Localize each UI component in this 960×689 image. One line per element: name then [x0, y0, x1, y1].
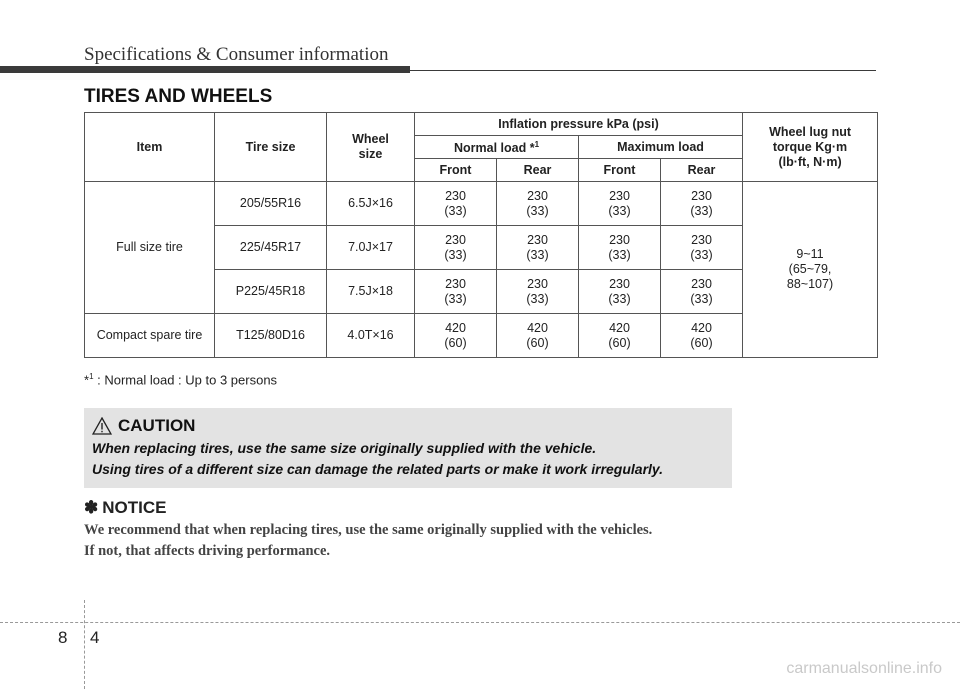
lug-torque-value — [743, 182, 878, 358]
pressure-kpa: 230 — [609, 232, 630, 247]
header-max-front: Front — [579, 159, 661, 182]
pressure-cell — [415, 226, 497, 270]
pressure-psi: (60) — [526, 335, 549, 350]
chapter-number: 8 — [58, 628, 68, 647]
header-inflation: Inflation pressure kPa (psi) — [415, 113, 743, 136]
wheel-size-cell: 4.0T×16 — [327, 314, 415, 358]
header-wheel-size-line2: size — [358, 147, 383, 161]
warning-triangle-icon — [92, 417, 112, 435]
lug-value-line1: 9~11 — [796, 247, 824, 261]
header-normal-load-sup: 1 — [534, 140, 540, 150]
footnote-mark: * — [84, 372, 90, 388]
pressure-kpa: 230 — [445, 188, 466, 203]
pressure-kpa: 420 — [445, 320, 466, 335]
pressure-kpa: 420 — [691, 320, 712, 335]
pressure-cell — [661, 182, 743, 226]
page-number-divider — [84, 600, 85, 689]
pressure-cell — [415, 270, 497, 314]
footnote-sup: 1 — [89, 372, 94, 381]
table-row — [85, 182, 878, 226]
pressure-cell — [497, 182, 579, 226]
pressure-kpa: 230 — [609, 276, 630, 291]
pressure-psi: (33) — [690, 247, 713, 262]
caution-header — [92, 416, 195, 436]
pressure-kpa: 230 — [691, 276, 712, 291]
notice-header — [84, 498, 166, 518]
pressure-kpa: 230 — [609, 188, 630, 203]
header-wheel-size-line1: Wheel — [352, 132, 389, 146]
pressure-kpa: 420 — [527, 320, 548, 335]
header-item: Item — [85, 113, 215, 182]
header-max-rear: Rear — [661, 159, 743, 182]
header-maximum-load: Maximum load — [579, 136, 743, 159]
pressure-kpa: 230 — [527, 232, 548, 247]
pressure-psi: (33) — [526, 247, 549, 262]
pressure-cell — [415, 314, 497, 358]
pressure-cell — [497, 226, 579, 270]
watermark: carmanualsonline.info — [786, 660, 942, 677]
pressure-psi: (33) — [690, 291, 713, 306]
pressure-cell — [579, 182, 661, 226]
section-title: TIRES AND WHEELS — [84, 86, 273, 107]
pressure-psi: (33) — [526, 291, 549, 306]
pressure-cell — [579, 314, 661, 358]
full-size-label: Full size tire — [85, 182, 215, 314]
pressure-kpa: 420 — [609, 320, 630, 335]
caution-line-2: Using tires of a different size can damage the related parts or make it work irregularly. — [92, 461, 664, 477]
header-lug-line3: (lb·ft, N·m) — [778, 154, 842, 169]
tire-size-cell: 205/55R16 — [215, 182, 327, 226]
pressure-kpa: 230 — [691, 232, 712, 247]
pressure-psi: (33) — [608, 203, 631, 218]
pressure-psi: (33) — [690, 203, 713, 218]
footnote — [84, 372, 277, 387]
tire-size-cell: P225/45R18 — [215, 270, 327, 314]
pressure-psi: (33) — [608, 291, 631, 306]
wheel-size-cell: 6.5J×16 — [327, 182, 415, 226]
pressure-cell — [661, 314, 743, 358]
footer-divider — [0, 622, 960, 623]
wheel-size-cell: 7.5J×18 — [327, 270, 415, 314]
header-tire-size: Tire size — [215, 113, 327, 182]
header-lug-line2: torque Kg·m — [772, 139, 848, 154]
pressure-cell — [579, 270, 661, 314]
pressure-kpa: 230 — [445, 232, 466, 247]
caution-box — [84, 408, 732, 488]
caution-title: CAUTION — [118, 416, 196, 435]
pressure-kpa: 230 — [445, 276, 466, 291]
notice-line-2: If not, that affects driving performance. — [84, 543, 331, 559]
pressure-cell — [661, 270, 743, 314]
lug-value-line3: 88~107) — [786, 277, 834, 291]
pressure-psi: (33) — [608, 247, 631, 262]
footnote-text: : Normal load : Up to 3 persons — [93, 372, 278, 388]
notice-title: NOTICE — [102, 498, 167, 517]
pressure-cell — [661, 226, 743, 270]
header-wheel-size — [327, 113, 415, 182]
header-normal-load-text: Normal load * — [453, 141, 535, 156]
pressure-cell — [579, 226, 661, 270]
header-lug-torque — [743, 113, 878, 182]
header-bar — [0, 66, 410, 73]
wheel-size-cell: 7.0J×17 — [327, 226, 415, 270]
pressure-cell — [497, 314, 579, 358]
header-title: Specifications & Consumer information — [84, 44, 389, 65]
header-normal-rear: Rear — [497, 159, 579, 182]
header-normal-load — [415, 136, 579, 159]
pressure-psi: (33) — [444, 203, 467, 218]
pressure-cell — [415, 182, 497, 226]
pressure-cell — [497, 270, 579, 314]
pressure-psi: (60) — [608, 335, 631, 350]
tires-wheels-table — [84, 112, 878, 358]
header-rule — [410, 70, 876, 71]
notice-line-1: We recommend that when replacing tires, use the same originally supplied with the vehicles. — [84, 522, 653, 538]
pressure-kpa: 230 — [527, 276, 548, 291]
tire-size-cell: T125/80D16 — [215, 314, 327, 358]
asterisk-icon: ✽ — [84, 498, 99, 517]
header-lug-line1: Wheel lug nut — [769, 124, 851, 139]
pressure-psi: (33) — [444, 247, 467, 262]
pressure-psi: (60) — [690, 335, 713, 350]
header-normal-front: Front — [415, 159, 497, 182]
pressure-kpa: 230 — [527, 188, 548, 203]
pressure-psi: (33) — [444, 291, 467, 306]
pressure-kpa: 230 — [691, 188, 712, 203]
pressure-psi: (60) — [444, 335, 467, 350]
tire-size-cell: 225/45R17 — [215, 226, 327, 270]
page-number: 4 — [90, 628, 100, 647]
lug-value-line2: (65~79, — [788, 262, 832, 276]
compact-spare-label: Compact spare tire — [85, 314, 215, 358]
caution-line-1: When replacing tires, use the same size originally supplied with the vehicle. — [92, 440, 597, 456]
pressure-psi: (33) — [526, 203, 549, 218]
